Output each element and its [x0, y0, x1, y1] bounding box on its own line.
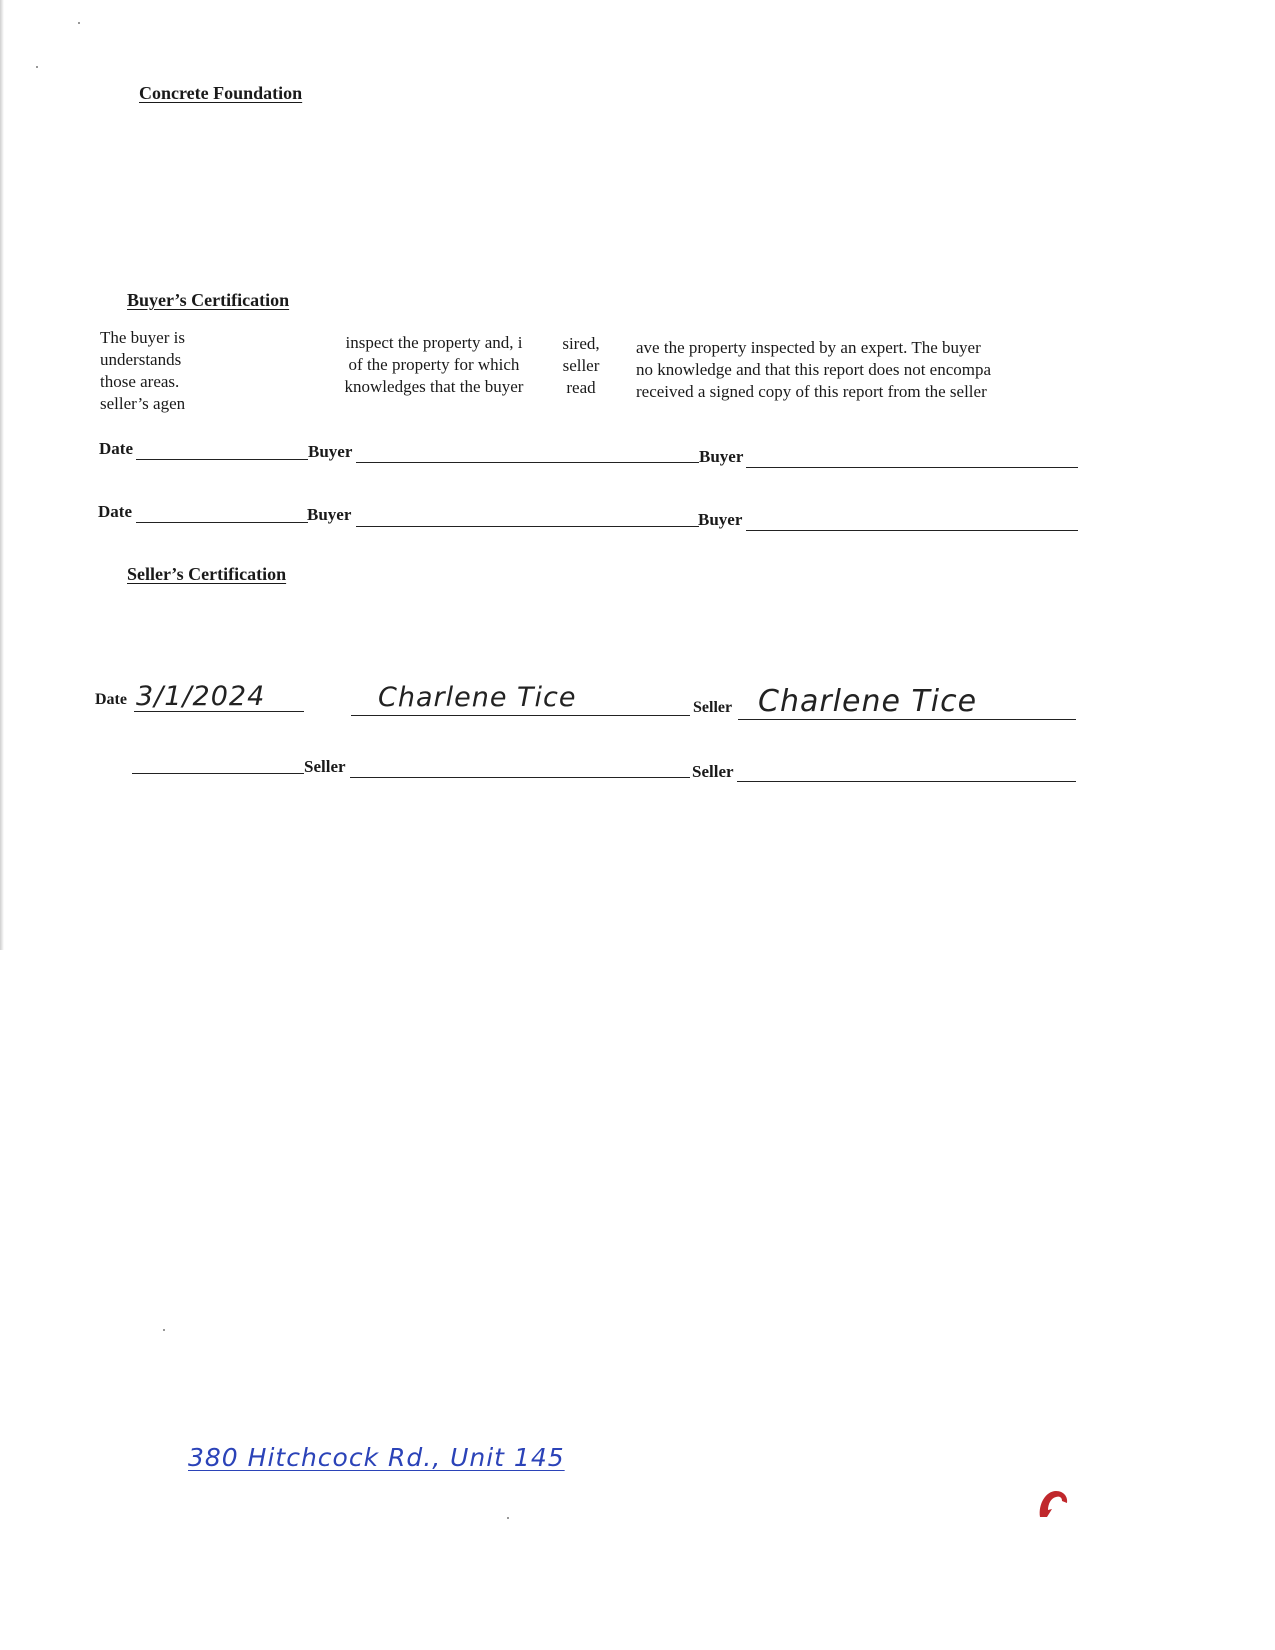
text-line: ave the property inspected by an expert. The buyer [636, 338, 981, 357]
text-line: those areas. [100, 372, 180, 391]
text-line: of the property for which [348, 355, 520, 374]
buyer-signature-line[interactable] [746, 530, 1078, 531]
scan-edge [0, 0, 4, 950]
text-line: seller’s agen [100, 394, 186, 413]
concrete-foundation-heading: Concrete Foundation [139, 83, 303, 103]
seller-certification-heading: Seller’s Certification [127, 564, 287, 584]
seller-date-label: Date [95, 691, 127, 708]
text-line: seller [562, 356, 600, 375]
buyer-label: Buyer [307, 505, 352, 524]
buyer-signature-line[interactable] [356, 462, 699, 463]
seller-label: Seller [692, 762, 734, 781]
text-line: understands [100, 350, 182, 369]
text-line: inspect the property and, i [345, 333, 523, 352]
seller-signature-line[interactable] [350, 777, 690, 778]
buyer-label: Buyer [698, 510, 743, 529]
text-line: sired, [562, 334, 600, 353]
seller-signature-line[interactable] [738, 719, 1076, 720]
buyer-signature-line[interactable] [746, 467, 1078, 468]
seller-signature: Charlene Tice [758, 684, 978, 719]
buyer-date-label: Date [99, 439, 133, 458]
seller-label: Seller [693, 699, 733, 716]
seller-signature-line[interactable] [351, 715, 690, 716]
seller-signature: Charlene Tice [378, 682, 577, 713]
scan-speck [36, 66, 38, 68]
buyer-cert-text-col4 [636, 337, 991, 403]
buyer-date-line[interactable] [136, 522, 308, 523]
text-line: received a signed copy of this report from the seller [636, 382, 987, 401]
buyer-cert-text-col2 [333, 332, 535, 398]
text-line: no knowledge and that this report does not encompa [636, 360, 992, 379]
text-line: The buyer is [100, 328, 185, 347]
scan-speck [163, 1329, 165, 1331]
seller-signature-line[interactable] [737, 781, 1076, 782]
scan-speck [78, 22, 80, 24]
buyer-label: Buyer [699, 447, 744, 466]
seller-date-handwritten: 3/1/2024 [136, 681, 266, 712]
red-logo-icon [1036, 1488, 1070, 1518]
buyer-cert-text-col3 [556, 333, 606, 399]
buyer-date-line[interactable] [136, 459, 308, 460]
text-line: read [566, 378, 596, 397]
handwritten-address: 380 Hitchcock Rd., Unit 145 [188, 1443, 565, 1472]
text-line: knowledges that the buyer [344, 377, 524, 396]
buyer-cert-text-col1 [100, 327, 185, 415]
seller-label: Seller [304, 757, 346, 776]
seller-date-line[interactable] [134, 711, 304, 712]
buyer-date-label: Date [98, 502, 132, 521]
buyer-label: Buyer [308, 442, 353, 461]
buyer-certification-heading: Buyer’s Certification [127, 290, 290, 310]
seller-date-line[interactable] [132, 773, 304, 774]
scan-speck [507, 1517, 509, 1519]
buyer-signature-line[interactable] [356, 526, 699, 527]
